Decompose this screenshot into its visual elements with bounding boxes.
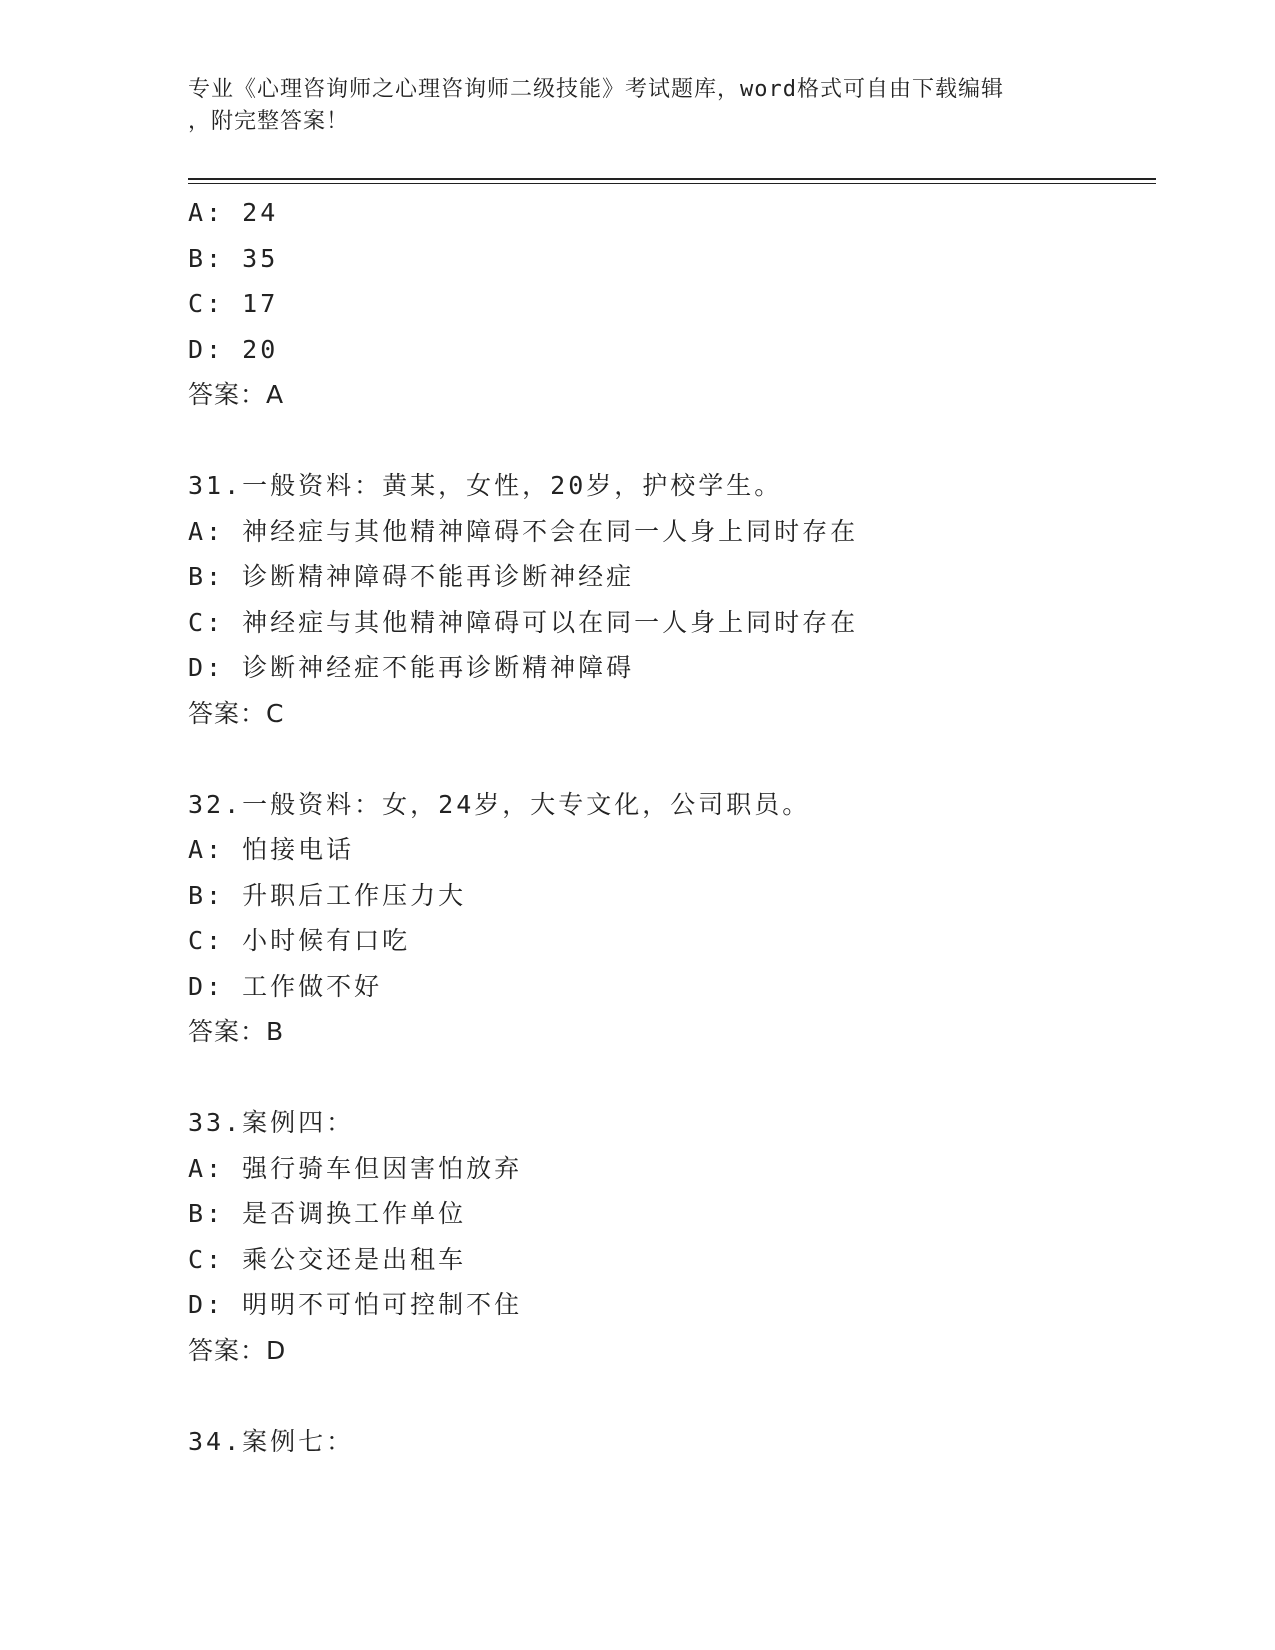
question-stem: 32.一般资料：女，24岁，大专文化，公司职员。 xyxy=(188,789,811,819)
spacer xyxy=(188,736,1168,782)
header-divider xyxy=(188,178,1156,184)
spacer xyxy=(188,418,1168,464)
question-stem: 34.案例七： xyxy=(188,1426,355,1456)
option-d: D: 工作做不好 xyxy=(188,971,383,1001)
option-c: C: 乘公交还是出租车 xyxy=(188,1244,467,1274)
option-a: A: 怕接电话 xyxy=(188,835,355,864)
question-stem: 33.案例四： xyxy=(188,1108,355,1137)
option-a: A: 24 xyxy=(188,198,279,227)
question-block-32 xyxy=(188,782,1168,1055)
question-block-31 xyxy=(188,463,1168,736)
option-b: B: 35 xyxy=(188,243,279,273)
header-title-line: 专业《心理咨询师之心理咨询师二级技能》考试题库，word格式可自由下载编辑 xyxy=(188,77,1004,102)
answer-line: 答案：B xyxy=(188,1017,285,1046)
question-stem: 31.一般资料：黄某，女性，20岁，护校学生。 xyxy=(188,471,783,500)
option-b: B: 升职后工作压力大 xyxy=(188,880,467,910)
option-c: C: 神经症与其他精神障碍可以在同一人身上同时存在 xyxy=(188,607,859,637)
option-d: D: 20 xyxy=(188,334,279,364)
option-a: A: 神经症与其他精神障碍不会在同一人身上同时存在 xyxy=(188,516,859,546)
question-block-33 xyxy=(188,1100,1168,1373)
answer-line: 答案：A xyxy=(188,380,285,409)
document-header xyxy=(188,74,1088,138)
spacer xyxy=(188,1055,1168,1101)
question-block-30 xyxy=(188,190,1168,418)
header-title-continuation: ，附完整答案！ xyxy=(188,109,350,134)
spacer xyxy=(188,1373,1168,1419)
option-a: A: 强行骑车但因害怕放弃 xyxy=(188,1153,523,1183)
option-b: B: 是否调换工作单位 xyxy=(188,1199,467,1228)
option-b: B: 诊断精神障碍不能再诊断神经症 xyxy=(188,562,635,591)
answer-line: 答案：D xyxy=(188,1335,287,1365)
option-c: C: 17 xyxy=(188,289,279,318)
question-list xyxy=(188,190,1168,1464)
option-d: D: 明明不可怕可控制不住 xyxy=(188,1290,523,1319)
option-c: C: 小时候有口吃 xyxy=(188,926,411,955)
answer-line: 答案：C xyxy=(188,698,285,728)
question-block-34 xyxy=(188,1419,1168,1465)
option-d: D: 诊断神经症不能再诊断精神障碍 xyxy=(188,653,635,682)
